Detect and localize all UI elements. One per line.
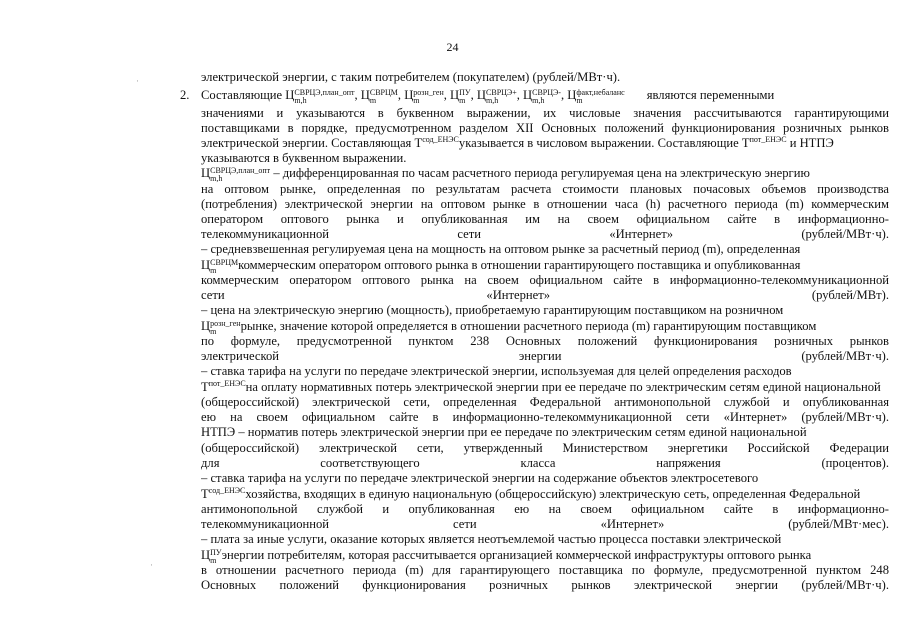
text-line: телекоммуникационной сети «Интернет» (рублей/МВт·мес). xyxy=(201,517,889,531)
text-line: – плата за иные услуги, оказание которых является неотъемлемой частью процесса поставки электрической xyxy=(201,532,782,546)
text-line: электрической энергии (рублей/МВт·ч). xyxy=(201,349,889,363)
text-line: антимонопольной службой и опубликованная ею на своем официальном сайте в информационно- xyxy=(201,502,889,516)
definition-line: $Т^{сод\_ЕНЭС}хозяйства$, входящих в единую национальную (общероссийскую) электрическую сеть, определенная Федеральной xyxy=(201,487,861,501)
text-line: НТПЭ – норматив потерь электрической энергии при ее передаче по электрическим сетям единой национальной xyxy=(201,425,807,439)
text-line: поставщиками в порядке, предусмотренном разделом XII Основных положений функционирования розничных рынков xyxy=(201,121,889,135)
definition-line: $Т^{пот\_ЕНЭС}на$ оплату нормативных потерь электрической энергии при ее передаче по электрическим сетям единой национальной xyxy=(201,380,881,394)
text-line: указываются в буквенном выражении. xyxy=(201,151,407,165)
text-line: значениями и указываются в буквенном выражении, их числовые значения рассчитываются гарантирующими xyxy=(201,106,889,120)
text-line: для соответствующего класса напряжения (процентов). xyxy=(201,456,889,470)
text-line: (общероссийской) электрической сети, утвержденный Министерством энергетики Российской Федерации xyxy=(201,441,889,455)
text-line: (потребления) электрической энергии на оптовом рынке в отношении часа (h) расчетного периода (m) коммерческим xyxy=(201,197,889,211)
scan-mark: · xyxy=(150,560,153,570)
text-line: ею на своем официальном сайте в информационно-телекоммуникационной сети «Интернет» (рублей/МВт·ч). xyxy=(201,410,889,424)
text-line: – ставка тарифа на услуги по передаче электрической энергии на содержание объектов электросетевого xyxy=(201,471,759,485)
text-line: – средневзвешенная регулируемая цена на мощность на оптовом рынке за расчетный период (m), определенная xyxy=(201,242,801,256)
text-line: – ставка тарифа на услуги по передаче электрической энергии, используемая для целей определения расходов xyxy=(201,364,792,378)
text-line: в отношении расчетного периода (m) для гарантирующего поставщика по формуле, предусмотренной пунктом 248 xyxy=(201,563,889,577)
scan-mark: · xyxy=(136,76,139,86)
text-line: – цена на электрическую энергию (мощность), приобретаемую гарантирующим поставщиком на розничном xyxy=(201,303,784,317)
definition-line: Ц розн_ген m рынке, значение которой определяется в отношении расчетного периода (m) гарантирующим поставщиком xyxy=(201,319,817,336)
text-line: телекоммуникационной сети «Интернет» (рублей/МВт·ч). xyxy=(201,227,889,241)
components-list-line: Составляющие Ц СВРЦЭ,план_опт m,h , Ц СВРЦМ m , Ц розн_ген m , Ц ПУ m , Ц СВРЦЭ+ m,h , Ц СВРЦЭ- m,h , Ц факт,небаланс m являются переменными xyxy=(201,88,775,105)
text-line: оператором оптового рынка и опубликованная им на своем официальном сайте в информационно- xyxy=(201,212,889,226)
definition-line: Ц ПУ m энергии потребителям, которая рассчитывается организацией коммерческой инфраструктуры оптового рынка xyxy=(201,548,812,565)
page-number: 24 xyxy=(446,40,459,54)
text-line: коммерческим оператором оптового рынка на своем официальном сайте в информационно-телекоммуникационной xyxy=(201,273,889,287)
text-line: электрической энергии, с таким потребителем (покупателем) (рублей/МВт·ч). xyxy=(201,70,621,84)
definition-line: Ц СВРЦЭ,план_опт m,h – дифференцированная по часам расчетного периода регулируемая цена на электрическую энергию xyxy=(201,166,810,183)
item-number: 2. xyxy=(180,88,190,102)
text-line: Основных положений функционирования розничных рынков электрической энергии (рублей/МВт·ч). xyxy=(201,578,889,592)
text-line: сети «Интернет» (рублей/МВт). xyxy=(201,288,889,302)
text-line: на оптовом рынке, определенная по результатам расчета стоимости плановых почасовых объемов производства xyxy=(201,182,889,196)
definition-line: Ц СВРЦМ m коммерческим оператором оптового рынка в отношении гарантирующего поставщика и опубликованная xyxy=(201,258,801,275)
text-line: электрической энергии. Составляющая $Т^{сод\_ЕНЭС}указывается$ в числовом выражении. Составляющие $Т^{пот\_ЕНЭС}$ и НТПЭ xyxy=(201,136,834,150)
text-line: по формуле, предусмотренной пунктом 238 Основных положений функционирования розничных рынков xyxy=(201,334,889,348)
text-line: (общероссийской) электрической сети, определенная Федеральной антимонопольной службой и опубликованная xyxy=(201,395,889,409)
